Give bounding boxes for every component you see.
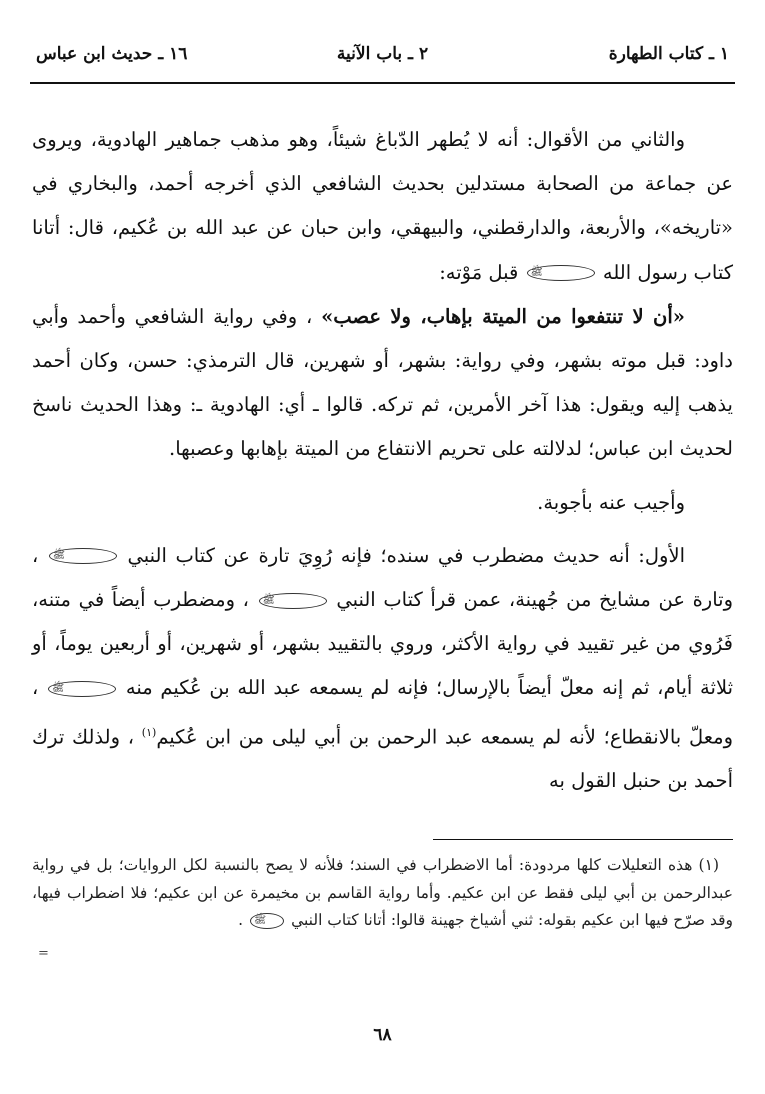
running-header <box>30 44 735 84</box>
paragraph-hadith-quote <box>32 295 733 472</box>
paragraph-text: ، وتارة عن مشايخ من جُهينة، عمن قرأ كتاب النبي <box>32 543 733 612</box>
salawat-icon: ﷺ <box>49 548 117 564</box>
paragraph-text: ، ومضطرب أيضاً في متنه، فَرُوي من غير تقييد في رواية الأكثر، وروي بالتقييد بشهر، أو شهرين، أو أربعين يوماً، أو ثلاثة أيام، ثم إنه معلّ أيضاً بالإرسال؛ فإنه لم يسمعه عبد الله بن عُكيم منه <box>32 588 734 700</box>
paragraph-first-answer <box>32 534 733 804</box>
header-hadith-title: ١٦ ـ حديث ابن عباس <box>36 44 188 64</box>
paragraph-text: قبل مَوْته: <box>439 260 519 284</box>
footnote-continues-mark: = <box>38 946 49 961</box>
paragraph-text: ، وفي رواية الشافعي وأحمد وأبي داود: قبل موته بشهر، وفي رواية: بشهر، أو شهرين، قال الترمذي: حسن، وكان أحمد يذهب إليه ويقول: هذا آخر الأمرين، ثم تركه. قالوا ـ أي: الهادوية ـ: وهذا الحديث ناسخ لحديث ابن عباس؛ لدلالته على تحريم الانتفاع من الميتة بإهابها وعصبها. <box>32 304 733 461</box>
main-text <box>32 118 733 804</box>
footnote-end: . <box>238 911 244 929</box>
hadith-quote: «أن لا تنتفعوا من الميتة بإهاب، ولا عصب» <box>321 304 685 328</box>
paragraph-text: ، ومعلّ بالانقطاع؛ لأنه لم يسمعه عبد الرحمن بن أبي ليلى من ابن عُكيم <box>32 676 734 749</box>
page-number: ٦٨ <box>373 1025 392 1045</box>
header-chapter-title: ٢ ـ باب الآنية <box>336 44 429 64</box>
footnote-text <box>32 852 733 935</box>
salawat-icon: ﷺ <box>48 681 116 697</box>
footnote-divider <box>433 839 733 840</box>
footnote-body: (١) هذه التعليلات كلها مردودة: أما الاضطراب في السند؛ فلأنه لا يصح بالنسبة لكل الروايات؛ بل في رواية عبدالرحمن بن أبي ليلى فقط عن ابن عكيم. وأما رواية القاسم بن مخيمرة عن ابن عكيم؛ فلا اضطراب فيها، وقد صرّح فيها ابن عكيم بقوله: ثني أشياخ جهينة قالوا: أتانا كتاب النبي <box>32 856 733 929</box>
paragraph-text: الأول: أنه حديث مضطرب في سنده؛ فإنه رُوِيَ تارة عن كتاب النبي <box>127 543 685 567</box>
footnote <box>32 852 733 935</box>
salawat-icon: ﷺ <box>259 593 327 609</box>
header-book-title: ١ ـ كتاب الطهارة <box>608 44 729 64</box>
paragraph-answers-intro: وأجيب عنه بأجوبة. <box>537 490 685 514</box>
footnote-reference[interactable]: (١) <box>141 725 157 739</box>
paragraph-text: ، ولذلك ترك أحمد بن حنبل القول به <box>32 725 733 793</box>
salawat-icon: ﷺ <box>250 913 284 929</box>
salawat-icon: ﷺ <box>527 265 595 281</box>
header-divider <box>30 82 735 84</box>
paragraph-second-opinion <box>32 118 733 295</box>
paragraph-text: والثاني من الأقوال: أنه لا يُطهر الدّباغ شيئاً، وهو مذهب جماهير الهادوية، ويروى عن جماعة من الصحابة مستدلين بحديث الشافعي الذي أخرجه أحمد، والبخاري في «تاريخه»، والأربعة، والدارقطني، والبيهقي، وابن حبان عن عبد الله بن عُكيم، قال: أتانا كتاب رسول الله <box>32 128 733 284</box>
